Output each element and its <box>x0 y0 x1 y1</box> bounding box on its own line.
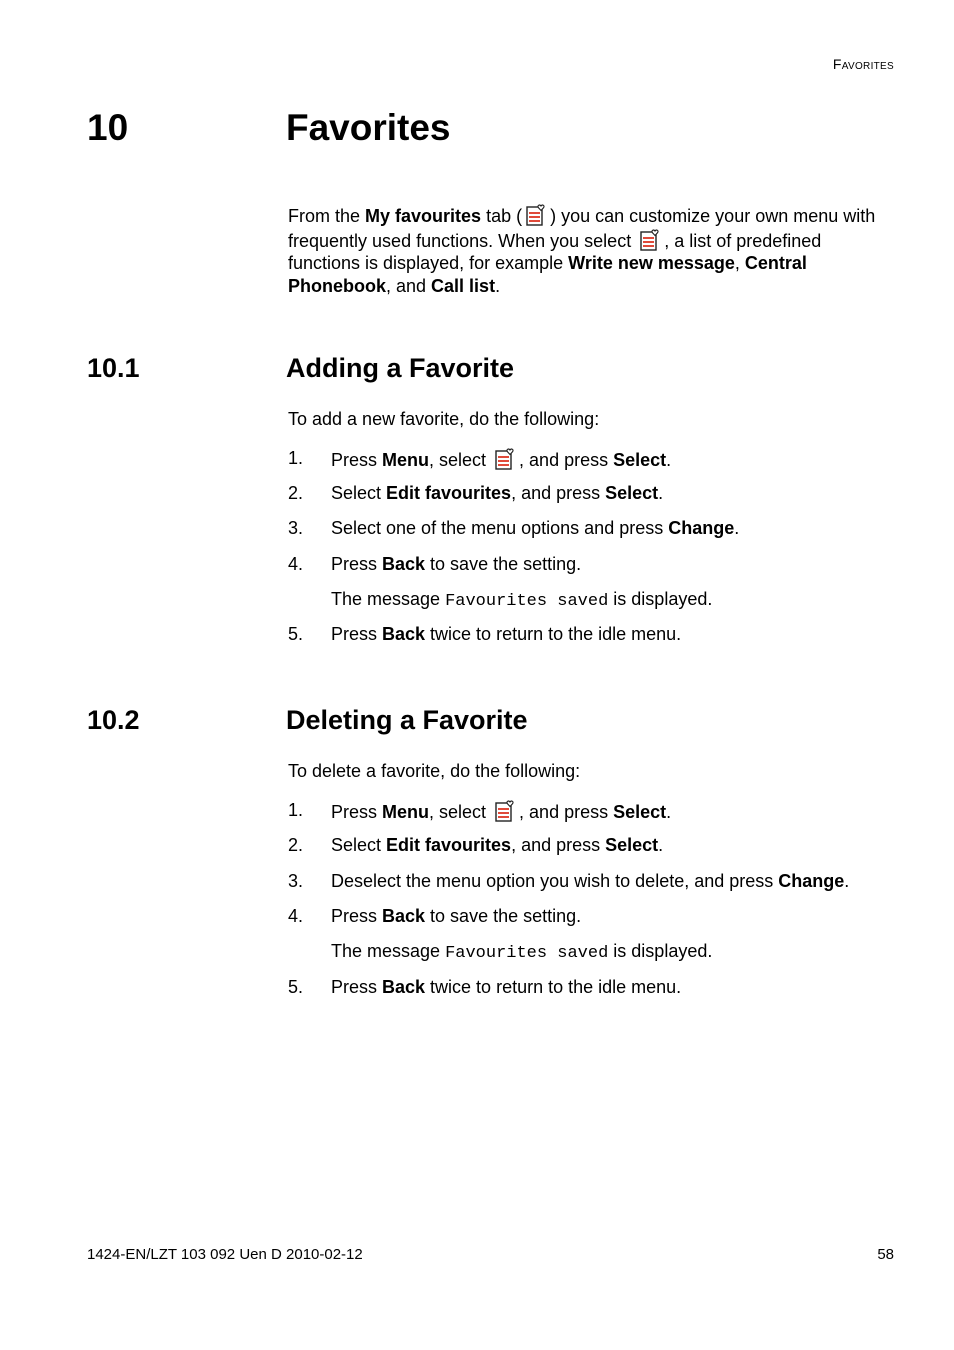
step-number: 5. <box>288 624 304 644</box>
text: Select one of the menu options and press <box>331 518 669 538</box>
code-text: Favourites saved <box>445 592 609 611</box>
text: is displayed. <box>608 941 713 961</box>
step-text <box>331 834 901 856</box>
text: to save the setting. <box>425 906 582 926</box>
text: Select <box>331 835 387 855</box>
step-note <box>331 940 901 965</box>
bold-text: Edit favourites <box>386 483 512 503</box>
bold-text: Write new message <box>568 253 735 273</box>
bold-text: Menu <box>382 450 430 470</box>
text: twice to return to the idle menu. <box>425 977 682 997</box>
text: . <box>734 518 740 538</box>
bold-text: Change <box>778 871 845 891</box>
step-text <box>331 482 901 504</box>
step-number: 4. <box>288 554 304 574</box>
text: . <box>658 483 664 503</box>
bold-text: Back <box>382 554 426 574</box>
text: , select <box>429 802 492 822</box>
text: Press <box>331 906 383 926</box>
text: , select <box>429 450 492 470</box>
text: . <box>658 835 664 855</box>
code-text: Favourites saved <box>445 944 609 963</box>
step-text <box>331 870 901 892</box>
bold-text: Edit favourites <box>386 835 512 855</box>
step-number: 2. <box>288 483 304 503</box>
step-number: 5. <box>288 977 304 997</box>
text: The message <box>331 941 446 961</box>
step-note <box>331 588 901 613</box>
text: twice to return to the idle menu. <box>425 624 682 644</box>
section-number: 10.1 <box>87 353 140 383</box>
text: , and press <box>511 483 606 503</box>
favourites-icon <box>493 799 517 823</box>
step-number: 1. <box>288 800 304 820</box>
text: ) you can customize your own menu with frequently used functions. When you select <box>288 206 876 251</box>
text: Press <box>331 802 383 822</box>
text: Press <box>331 624 383 644</box>
favourites-icon <box>524 203 548 227</box>
bold-text: Select <box>613 802 667 822</box>
running-header: Favorites <box>832 56 894 72</box>
chapter-title: Favorites <box>286 107 451 148</box>
text: From the <box>288 206 366 226</box>
text: Press <box>331 554 383 574</box>
step-text <box>331 517 901 539</box>
text: , and press <box>519 450 614 470</box>
step-text <box>331 447 901 471</box>
text: , and press <box>519 802 614 822</box>
section-lead: To delete a favorite, do the following: <box>288 761 581 781</box>
text: , and press <box>511 835 606 855</box>
step-text <box>331 553 901 575</box>
section-lead: To add a new favorite, do the following: <box>288 409 600 429</box>
text: tab ( <box>481 206 523 226</box>
text: , and <box>386 275 432 296</box>
bold-text: Call list <box>431 275 496 296</box>
bold-text: Select <box>605 835 659 855</box>
bold-text: Select <box>605 483 659 503</box>
step-text <box>331 905 901 927</box>
bold-text: My favourites <box>365 206 482 226</box>
footer-doc-id: 1424-EN/LZT 103 092 Uen D 2010-02-12 <box>87 1246 363 1263</box>
step-number: 3. <box>288 518 304 538</box>
bold-text: Central Phonebook <box>288 253 807 296</box>
bold-text: Select <box>613 450 667 470</box>
step-number: 2. <box>288 835 304 855</box>
bold-text: Change <box>668 518 735 538</box>
text: , a list of predefined functions is displayed, for example <box>288 230 822 273</box>
step-number: 3. <box>288 871 304 891</box>
intro-paragraph <box>288 203 898 297</box>
text: , <box>734 253 745 273</box>
footer-page-number: 58 <box>877 1246 894 1263</box>
section-title: Deleting a Favorite <box>286 705 528 735</box>
favourites-icon <box>638 228 662 252</box>
step-text <box>331 976 901 998</box>
text: is displayed. <box>608 589 713 609</box>
step-number: 4. <box>288 906 304 926</box>
chapter-number: 10 <box>87 107 129 148</box>
text: . <box>666 450 672 470</box>
bold-text: Menu <box>382 802 430 822</box>
text: Press <box>331 450 383 470</box>
text: Select <box>331 483 387 503</box>
text: Press <box>331 977 383 997</box>
step-number: 1. <box>288 448 304 468</box>
text: . <box>666 802 672 822</box>
favourites-icon <box>493 447 517 471</box>
text: Deselect the menu option you wish to delete, and press <box>331 871 779 891</box>
text: . <box>844 871 850 891</box>
bold-text: Back <box>382 977 426 997</box>
bold-text: Back <box>382 624 426 644</box>
section-title: Adding a Favorite <box>286 353 515 383</box>
bold-text: Back <box>382 906 426 926</box>
step-text <box>331 623 901 645</box>
section-number: 10.2 <box>87 705 140 735</box>
text: to save the setting. <box>425 554 582 574</box>
text: The message <box>331 589 446 609</box>
step-text <box>331 799 901 823</box>
text: . <box>495 275 501 296</box>
